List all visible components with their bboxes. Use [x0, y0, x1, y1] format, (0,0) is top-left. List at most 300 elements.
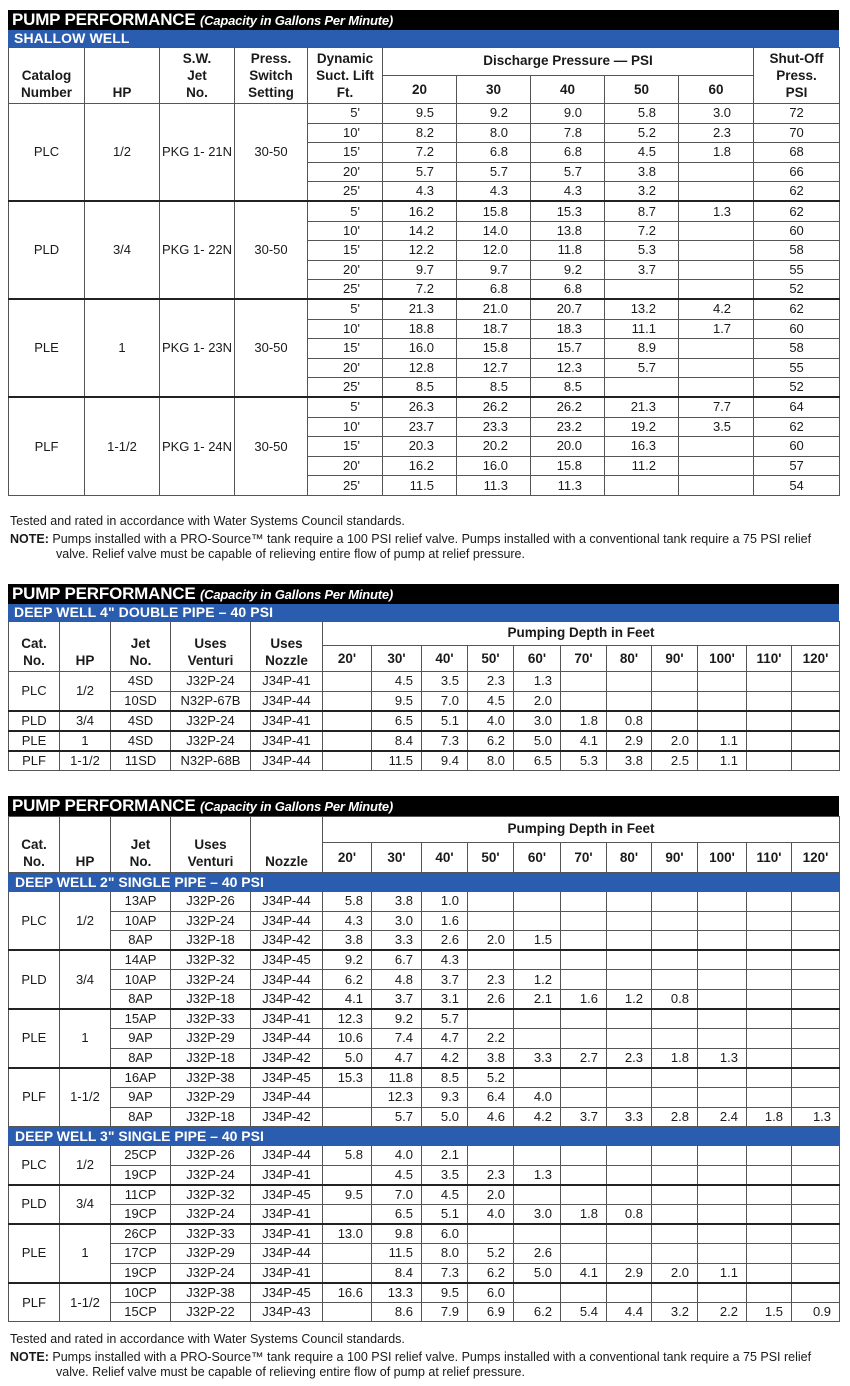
cell-gpm: 3.0 — [514, 711, 561, 731]
cell-shutoff: 66 — [754, 162, 840, 182]
cell-venturi: N32P-68B — [171, 751, 251, 771]
cell-gpm: 3.8 — [605, 162, 679, 182]
cell-venturi: J32P-29 — [171, 1244, 251, 1264]
cell-gpm — [652, 970, 698, 990]
cell-gpm — [792, 1224, 840, 1244]
cell-gpm: 2.0 — [652, 1263, 698, 1283]
cell-nozzle: J34P-41 — [251, 1009, 323, 1029]
cell-gpm — [607, 1009, 652, 1029]
cell-gpm: 6.4 — [468, 1087, 514, 1107]
cell-nozzle: J34P-42 — [251, 1048, 323, 1068]
title-text: PUMP PERFORMANCE — [12, 584, 196, 603]
cell-gpm: 21.0 — [457, 299, 531, 319]
cell-lift: 15' — [308, 241, 383, 261]
cell-nozzle: J34P-44 — [251, 1087, 323, 1107]
cell-gpm — [747, 711, 792, 731]
cell-press: 30-50 — [235, 299, 308, 397]
cell-gpm: 1.8 — [652, 1048, 698, 1068]
col-depth: 100' — [698, 646, 747, 672]
cell-gpm: 1.6 — [422, 911, 468, 931]
cell-gpm — [514, 1029, 561, 1049]
cell-gpm — [679, 456, 754, 476]
cell-gpm — [323, 1087, 372, 1107]
cell-gpm — [561, 1068, 607, 1088]
cell-gpm: 2.9 — [607, 1263, 652, 1283]
col-depth: 30' — [372, 646, 422, 672]
cell-venturi: J32P-18 — [171, 931, 251, 951]
relief-valve-note — [10, 1350, 830, 1380]
col-press-switch: Press. Switch Setting — [235, 48, 308, 104]
cell-gpm — [698, 989, 747, 1009]
cell-gpm — [679, 221, 754, 241]
cell-gpm: 12.0 — [457, 241, 531, 261]
cell-venturi: J32P-24 — [171, 911, 251, 931]
cell-gpm — [698, 1009, 747, 1029]
cell-gpm — [607, 691, 652, 711]
cell-gpm: 12.8 — [383, 358, 457, 378]
note-text: Pumps installed with a PRO-Source™ tank require a 100 PSI relief valve. Pumps installed with a conventional tank require a 75 PSI relief valve. Relief valve must be capable of relieving entire flow of pump at relief pressure. — [52, 1350, 812, 1379]
col-nozzle: Nozzle — [251, 817, 323, 873]
cell-gpm: 4.5 — [372, 1165, 422, 1185]
cell-lift: 20' — [308, 260, 383, 280]
cell-gpm: 5.2 — [605, 123, 679, 143]
cell-gpm: 10.6 — [323, 1029, 372, 1049]
cell-gpm: 6.8 — [457, 143, 531, 163]
table-row — [9, 970, 840, 990]
cell-gpm: 6.5 — [372, 1204, 422, 1224]
cell-gpm: 4.8 — [372, 970, 422, 990]
cell-gpm — [747, 1224, 792, 1244]
cell-nozzle: J34P-45 — [251, 1068, 323, 1088]
cell-gpm — [514, 950, 561, 970]
cell-gpm — [747, 1204, 792, 1224]
cell-lift: 10' — [308, 319, 383, 339]
cell-gpm — [698, 1224, 747, 1244]
cell-gpm: 2.0 — [652, 731, 698, 751]
cell-gpm: 7.3 — [422, 1263, 468, 1283]
cell-gpm — [652, 911, 698, 931]
cell-gpm — [792, 1244, 840, 1264]
col-psi: 60 — [679, 76, 754, 104]
title-text: PUMP PERFORMANCE — [12, 10, 196, 29]
discharge-pressure-group: Discharge Pressure — PSI — [383, 48, 754, 76]
table-row — [9, 711, 840, 731]
col-jet: Jet No. — [111, 817, 171, 873]
cell-gpm: 23.2 — [531, 417, 605, 437]
cell-gpm: 11.3 — [531, 476, 605, 496]
cell-gpm — [792, 711, 840, 731]
cell-gpm: 9.5 — [422, 1283, 468, 1303]
cell-gpm: 13.8 — [531, 221, 605, 241]
cell-gpm: 5.3 — [561, 751, 607, 771]
cell-gpm — [561, 1165, 607, 1185]
cell-gpm — [747, 1185, 792, 1205]
cell-nozzle: J34P-44 — [251, 1146, 323, 1166]
cell-shutoff: 60 — [754, 437, 840, 457]
cell-gpm: 8.4 — [372, 731, 422, 751]
cell-gpm: 3.2 — [605, 182, 679, 202]
cell-gpm — [468, 1009, 514, 1029]
cell-gpm: 2.3 — [468, 1165, 514, 1185]
cell-gpm: 18.3 — [531, 319, 605, 339]
cell-gpm — [698, 1146, 747, 1166]
pumping-depth-group: Pumping Depth in Feet — [323, 817, 840, 843]
cell-gpm: 4.0 — [514, 1087, 561, 1107]
cell-gpm — [607, 1165, 652, 1185]
cell-hp: 3/4 — [60, 950, 111, 1009]
cell-gpm: 23.3 — [457, 417, 531, 437]
cell-gpm: 4.1 — [561, 731, 607, 751]
cell-hp: 3/4 — [60, 1185, 111, 1224]
cell-gpm: 7.7 — [679, 397, 754, 417]
cell-hp: 1-1/2 — [85, 397, 160, 495]
cell-venturi: J32P-24 — [171, 970, 251, 990]
cell-gpm: 5.2 — [468, 1244, 514, 1264]
cell-lift: 5' — [308, 201, 383, 221]
cell-lift: 20' — [308, 358, 383, 378]
cell-venturi: J32P-24 — [171, 731, 251, 751]
cell-jet: 10AP — [111, 970, 171, 990]
cell-gpm — [514, 911, 561, 931]
cell-gpm — [514, 1283, 561, 1303]
cell-gpm — [561, 1009, 607, 1029]
cell-gpm — [607, 950, 652, 970]
col-depth: 110' — [747, 646, 792, 672]
cell-gpm — [514, 1068, 561, 1088]
cell-gpm: 1.1 — [698, 1263, 747, 1283]
shallow-well-section — [8, 10, 839, 496]
cell-gpm — [561, 911, 607, 931]
cell-jet: 19CP — [111, 1204, 171, 1224]
cell-catalog: PLF — [9, 397, 85, 495]
cell-gpm — [468, 1146, 514, 1166]
col-nozzle: Uses Nozzle — [251, 622, 323, 672]
cell-catalog: PLE — [9, 299, 85, 397]
cell-gpm — [698, 892, 747, 912]
cell-gpm — [652, 1009, 698, 1029]
cell-gpm — [747, 751, 792, 771]
cell-gpm: 3.7 — [422, 970, 468, 990]
cell-gpm: 3.0 — [679, 104, 754, 124]
cell-gpm: 6.0 — [468, 1283, 514, 1303]
cell-gpm — [468, 911, 514, 931]
cell-nozzle: J34P-41 — [251, 672, 323, 692]
cell-jet: 8AP — [111, 1107, 171, 1127]
cell-gpm: 12.2 — [383, 241, 457, 261]
notes-2 — [10, 1332, 830, 1380]
cell-nozzle: J34P-44 — [251, 970, 323, 990]
cell-venturi: J32P-24 — [171, 1165, 251, 1185]
cell-gpm: 2.8 — [652, 1107, 698, 1127]
cell-gpm — [747, 1087, 792, 1107]
cell-gpm — [652, 1146, 698, 1166]
cell-gpm — [698, 950, 747, 970]
col-depth: 90' — [652, 843, 698, 873]
cell-gpm — [605, 476, 679, 496]
cell-gpm — [607, 1283, 652, 1303]
cell-gpm: 20.0 — [531, 437, 605, 457]
cell-gpm — [698, 1029, 747, 1049]
cell-gpm — [679, 358, 754, 378]
cell-gpm: 1.0 — [422, 892, 468, 912]
cell-gpm: 4.3 — [422, 950, 468, 970]
table-row — [9, 731, 840, 751]
cell-gpm: 13.0 — [323, 1224, 372, 1244]
cell-jet: PKG 1- 21N — [160, 104, 235, 202]
cell-gpm: 2.3 — [468, 672, 514, 692]
cell-gpm: 5.0 — [514, 731, 561, 751]
tested-note: Tested and rated in accordance with Water Systems Council standards. — [10, 514, 405, 528]
cell-gpm: 2.6 — [514, 1244, 561, 1264]
cell-gpm: 0.8 — [607, 1204, 652, 1224]
cell-nozzle: J34P-41 — [251, 1263, 323, 1283]
cell-cat: PLD — [9, 950, 60, 1009]
cell-gpm: 8.5 — [531, 378, 605, 398]
cell-gpm — [792, 1087, 840, 1107]
cell-lift: 25' — [308, 378, 383, 398]
cell-gpm: 5.0 — [323, 1048, 372, 1068]
cell-jet: 13AP — [111, 892, 171, 912]
cell-gpm: 4.5 — [468, 691, 514, 711]
cell-hp: 1-1/2 — [60, 1283, 111, 1322]
col-depth: 120' — [792, 646, 840, 672]
cell-gpm: 4.6 — [468, 1107, 514, 1127]
cell-gpm — [792, 1204, 840, 1224]
cell-venturi: J32P-24 — [171, 672, 251, 692]
cell-gpm: 3.0 — [514, 1204, 561, 1224]
cell-gpm — [679, 280, 754, 300]
section-band-row — [9, 873, 840, 892]
cell-jet: 4SD — [111, 731, 171, 751]
cell-nozzle: J34P-44 — [251, 911, 323, 931]
cell-gpm: 7.3 — [422, 731, 468, 751]
cell-venturi: J32P-33 — [171, 1009, 251, 1029]
cell-gpm: 5.7 — [422, 1009, 468, 1029]
pumping-depth-group: Pumping Depth in Feet — [323, 622, 840, 646]
cell-gpm: 4.0 — [372, 1146, 422, 1166]
cell-gpm: 2.0 — [468, 1185, 514, 1205]
cell-hp: 1/2 — [85, 104, 160, 202]
cell-jet: 17CP — [111, 1244, 171, 1264]
cell-jet: 8AP — [111, 1048, 171, 1068]
cell-cat: PLC — [9, 1146, 60, 1185]
table-row — [9, 1068, 840, 1088]
cell-nozzle: J34P-42 — [251, 931, 323, 951]
cell-gpm: 11.5 — [372, 751, 422, 771]
cell-gpm: 1.8 — [561, 1204, 607, 1224]
cell-gpm — [323, 691, 372, 711]
cell-jet: 9AP — [111, 1087, 171, 1107]
cell-jet: 16AP — [111, 1068, 171, 1088]
cell-nozzle: J34P-41 — [251, 711, 323, 731]
cell-gpm — [698, 672, 747, 692]
cell-jet: 4SD — [111, 711, 171, 731]
cell-cat: PLE — [9, 731, 60, 751]
cell-gpm — [679, 437, 754, 457]
table-row — [9, 751, 840, 771]
cell-gpm: 2.1 — [422, 1146, 468, 1166]
cell-gpm: 3.5 — [679, 417, 754, 437]
title-subtitle: (Capacity in Gallons Per Minute) — [200, 13, 394, 28]
cell-gpm — [514, 1146, 561, 1166]
cell-jet: 10AP — [111, 911, 171, 931]
shallow-well-table — [8, 47, 840, 496]
cell-gpm: 16.0 — [383, 339, 457, 359]
cell-gpm: 2.4 — [698, 1107, 747, 1127]
section-band-row — [9, 1127, 840, 1146]
cell-venturi: J32P-24 — [171, 1204, 251, 1224]
cell-hp: 1-1/2 — [60, 1068, 111, 1127]
cell-gpm: 16.3 — [605, 437, 679, 457]
cell-gpm — [607, 970, 652, 990]
cell-gpm: 6.2 — [323, 970, 372, 990]
cell-jet: 8AP — [111, 989, 171, 1009]
cell-cat: PLC — [9, 672, 60, 711]
cell-gpm: 11.8 — [531, 241, 605, 261]
table-row — [9, 1146, 840, 1166]
table-row — [9, 397, 840, 417]
cell-gpm — [323, 731, 372, 751]
cell-gpm — [792, 1263, 840, 1283]
cell-gpm: 5.1 — [422, 711, 468, 731]
cell-gpm: 8.7 — [605, 201, 679, 221]
cell-cat: PLF — [9, 751, 60, 771]
cell-gpm: 4.3 — [457, 182, 531, 202]
cell-gpm — [323, 711, 372, 731]
cell-shutoff: 72 — [754, 104, 840, 124]
cell-gpm — [792, 1068, 840, 1088]
cell-cat: PLE — [9, 1009, 60, 1068]
cell-gpm: 3.8 — [372, 892, 422, 912]
cell-gpm: 1.5 — [747, 1302, 792, 1322]
cell-shutoff: 62 — [754, 417, 840, 437]
cell-gpm: 8.5 — [383, 378, 457, 398]
col-venturi: Uses Venturi — [171, 817, 251, 873]
cell-gpm: 16.0 — [457, 456, 531, 476]
table-row — [9, 1048, 840, 1068]
cell-gpm — [561, 1087, 607, 1107]
cell-jet: 25CP — [111, 1146, 171, 1166]
col-hp: HP — [85, 48, 160, 104]
cell-gpm: 18.7 — [457, 319, 531, 339]
cell-gpm: 9.2 — [372, 1009, 422, 1029]
cell-gpm: 20.7 — [531, 299, 605, 319]
note-text: Pumps installed with a PRO-Source™ tank require a 100 PSI relief valve. Pumps installed with a conventional tank require a 75 PSI relief valve. Relief valve must be capable of relieving entire flow of pump at relief pressure. — [52, 532, 812, 561]
cell-jet: 19CP — [111, 1165, 171, 1185]
cell-gpm: 5.7 — [383, 162, 457, 182]
cell-gpm — [605, 378, 679, 398]
cell-nozzle: J34P-41 — [251, 1204, 323, 1224]
cell-gpm: 5.8 — [323, 1146, 372, 1166]
cell-gpm — [561, 1283, 607, 1303]
cell-gpm: 6.8 — [531, 280, 605, 300]
cell-shutoff: 57 — [754, 456, 840, 476]
table-row — [9, 104, 840, 124]
cell-gpm: 15.3 — [323, 1068, 372, 1088]
cell-gpm — [792, 731, 840, 751]
cell-gpm: 2.7 — [561, 1048, 607, 1068]
cell-gpm — [747, 1029, 792, 1049]
cell-venturi: J32P-22 — [171, 1302, 251, 1322]
cell-gpm: 6.7 — [372, 950, 422, 970]
col-psi: 20 — [383, 76, 457, 104]
col-depth: 70' — [561, 843, 607, 873]
cell-shutoff: 62 — [754, 201, 840, 221]
cell-press: 30-50 — [235, 201, 308, 299]
cell-gpm: 4.0 — [468, 711, 514, 731]
cell-gpm — [698, 1165, 747, 1185]
cell-gpm — [323, 1244, 372, 1264]
deep-well-single-pipe-table — [8, 816, 840, 1322]
cell-lift: 15' — [308, 143, 383, 163]
cell-gpm: 12.3 — [531, 358, 605, 378]
cell-shutoff: 60 — [754, 319, 840, 339]
cell-gpm: 4.3 — [531, 182, 605, 202]
cell-shutoff: 58 — [754, 339, 840, 359]
cell-hp: 1 — [60, 1224, 111, 1283]
cell-gpm: 1.1 — [698, 731, 747, 751]
col-cat: Cat. No. — [9, 622, 60, 672]
cell-gpm: 2.9 — [607, 731, 652, 751]
cell-gpm: 8.5 — [457, 378, 531, 398]
cell-gpm: 11.5 — [372, 1244, 422, 1264]
cell-gpm: 1.8 — [747, 1107, 792, 1127]
cell-gpm — [561, 1146, 607, 1166]
cell-gpm: 4.5 — [422, 1185, 468, 1205]
cell-lift: 25' — [308, 476, 383, 496]
cell-jet: 14AP — [111, 950, 171, 970]
cell-venturi: J32P-38 — [171, 1283, 251, 1303]
cell-gpm: 4.1 — [561, 1263, 607, 1283]
col-jet: S.W. Jet No. — [160, 48, 235, 104]
cell-gpm: 1.2 — [514, 970, 561, 990]
cell-gpm — [747, 1165, 792, 1185]
cell-shutoff: 52 — [754, 378, 840, 398]
cell-gpm: 7.0 — [372, 1185, 422, 1205]
deep-well-4in-section — [8, 584, 839, 771]
cell-gpm — [607, 1087, 652, 1107]
cell-gpm: 7.8 — [531, 123, 605, 143]
col-depth: 60' — [514, 646, 561, 672]
table-row — [9, 950, 840, 970]
cell-gpm: 1.3 — [792, 1107, 840, 1127]
cell-gpm — [747, 1263, 792, 1283]
table-row — [9, 1244, 840, 1264]
cell-gpm: 1.8 — [561, 711, 607, 731]
cell-gpm — [679, 182, 754, 202]
cell-gpm — [652, 672, 698, 692]
cell-gpm — [607, 931, 652, 951]
table-row — [9, 1204, 840, 1224]
cell-gpm — [652, 892, 698, 912]
section-band: DEEP WELL 2" SINGLE PIPE – 40 PSI — [9, 873, 840, 892]
cell-lift: 15' — [308, 339, 383, 359]
cell-gpm: 3.7 — [605, 260, 679, 280]
deep-well-single-pipe-section — [8, 796, 839, 1322]
cell-gpm — [679, 241, 754, 261]
cell-gpm: 14.0 — [457, 221, 531, 241]
note-label: NOTE: — [10, 1350, 49, 1364]
cell-gpm: 5.8 — [323, 892, 372, 912]
cell-hp: 3/4 — [85, 201, 160, 299]
cell-gpm — [652, 1204, 698, 1224]
cell-gpm — [792, 1009, 840, 1029]
cell-gpm: 5.7 — [605, 358, 679, 378]
cell-gpm — [747, 1009, 792, 1029]
cell-jet: PKG 1- 23N — [160, 299, 235, 397]
cell-nozzle: J34P-44 — [251, 892, 323, 912]
table-title — [8, 10, 839, 30]
